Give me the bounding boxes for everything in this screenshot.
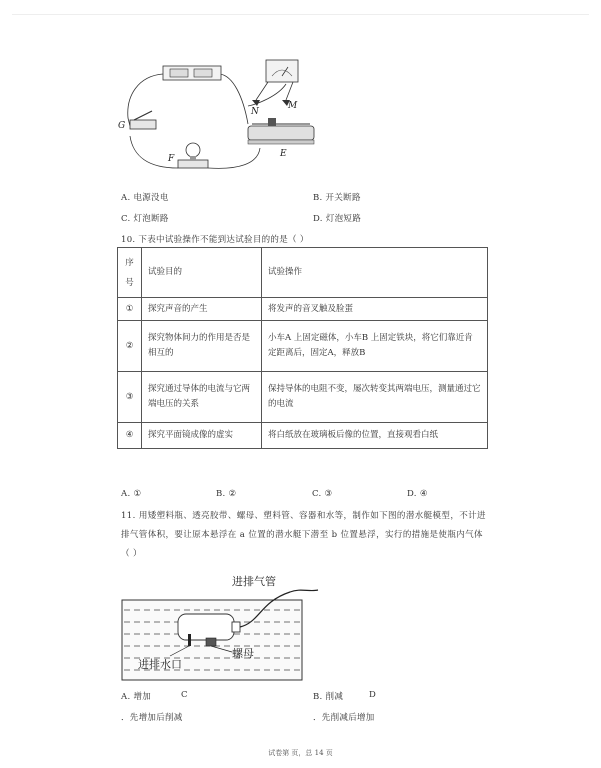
rheostat-e	[248, 118, 314, 144]
submarine-diagram	[120, 572, 320, 682]
label-m: M	[288, 101, 298, 111]
row-operation: 保持导体的电阻不变，屡次转变其两端电压，测量通过它的电流	[262, 372, 488, 423]
page-top-rule	[12, 14, 589, 15]
q11-text: 11. 用矮塑料瓶、透亮胶带、螺母、塑料管、容器和水等，制作如下图的潜水艇模型，不计进排气管体积，要让原本悬浮在 a 位置的潜水艇下潜至 b 位置悬浮，实行的措施是使瓶内气体（ ）	[121, 511, 486, 559]
bulb-f	[178, 143, 208, 168]
q11-option-c-text[interactable]: ．先增加后削减	[121, 713, 183, 723]
header-purpose: 试验目的	[142, 248, 262, 298]
q10-option-d[interactable]: D. ④	[407, 489, 428, 499]
label-n: N	[251, 107, 259, 117]
q10-table	[117, 247, 488, 449]
q11-option-d-letter[interactable]: D	[369, 690, 377, 700]
q9-option-a[interactable]: A. 电源没电	[121, 193, 169, 203]
q10-option-c[interactable]: C. ③	[312, 489, 333, 499]
label-f: F	[168, 154, 175, 164]
row-operation: 将发声的音叉触及脸蛋	[262, 298, 488, 321]
header-num: 序号	[118, 248, 142, 298]
label-port: 进排水口	[138, 658, 182, 671]
table-header-row	[118, 248, 488, 298]
label-e: E	[280, 149, 287, 159]
row-num: ②	[118, 321, 142, 372]
meter	[266, 60, 298, 82]
row-num: ④	[118, 423, 142, 449]
table-row	[118, 321, 488, 372]
q11-option-b[interactable]: B. 削减	[313, 692, 344, 702]
row-operation: 小车A 上固定磁体，小车B 上固定铁块，将它们靠近肯定距离后，固定A，释放B	[262, 321, 488, 372]
label-g: G	[118, 121, 126, 131]
q9-option-c[interactable]: C. 灯泡断路	[121, 214, 169, 224]
header-operation: 试验操作	[262, 248, 488, 298]
switch-g	[130, 111, 156, 129]
q11-option-c-letter[interactable]: C	[181, 690, 188, 700]
battery-box	[163, 66, 221, 80]
circuit-diagram	[108, 56, 328, 182]
page-footer: 试卷第 页，总 14 页	[268, 749, 333, 757]
q11-option-a[interactable]: A. 增加	[121, 692, 152, 702]
q9-option-d[interactable]: D. 灯泡短路	[313, 214, 362, 224]
row-num: ③	[118, 372, 142, 423]
row-purpose: 探究声音的产生	[142, 298, 262, 321]
q10-option-b[interactable]: B. ②	[216, 489, 237, 499]
row-purpose: 探究平面镜成像的虚实	[142, 423, 262, 449]
q9-option-b[interactable]: B. 开关断路	[313, 193, 361, 203]
q10-option-a[interactable]: A. ①	[121, 489, 142, 499]
table-row	[118, 372, 488, 423]
label-nut: 螺母	[232, 647, 254, 660]
q11-option-d-text[interactable]: ．先削减后增加	[313, 713, 375, 723]
label-tube: 进排气管	[232, 575, 276, 588]
row-operation: 将白纸放在玻璃板后像的位置，直接观看白纸	[262, 423, 488, 449]
table-row	[118, 298, 488, 321]
row-num: ①	[118, 298, 142, 321]
q10-title: 10. 下表中试验操作不能到达试验目的的是（ ）	[121, 235, 309, 245]
table-row	[118, 423, 488, 449]
row-purpose: 探究通过导体的电流与它两端电压的关系	[142, 372, 262, 423]
row-purpose: 探究物体间力的作用是否是相互的	[142, 321, 262, 372]
